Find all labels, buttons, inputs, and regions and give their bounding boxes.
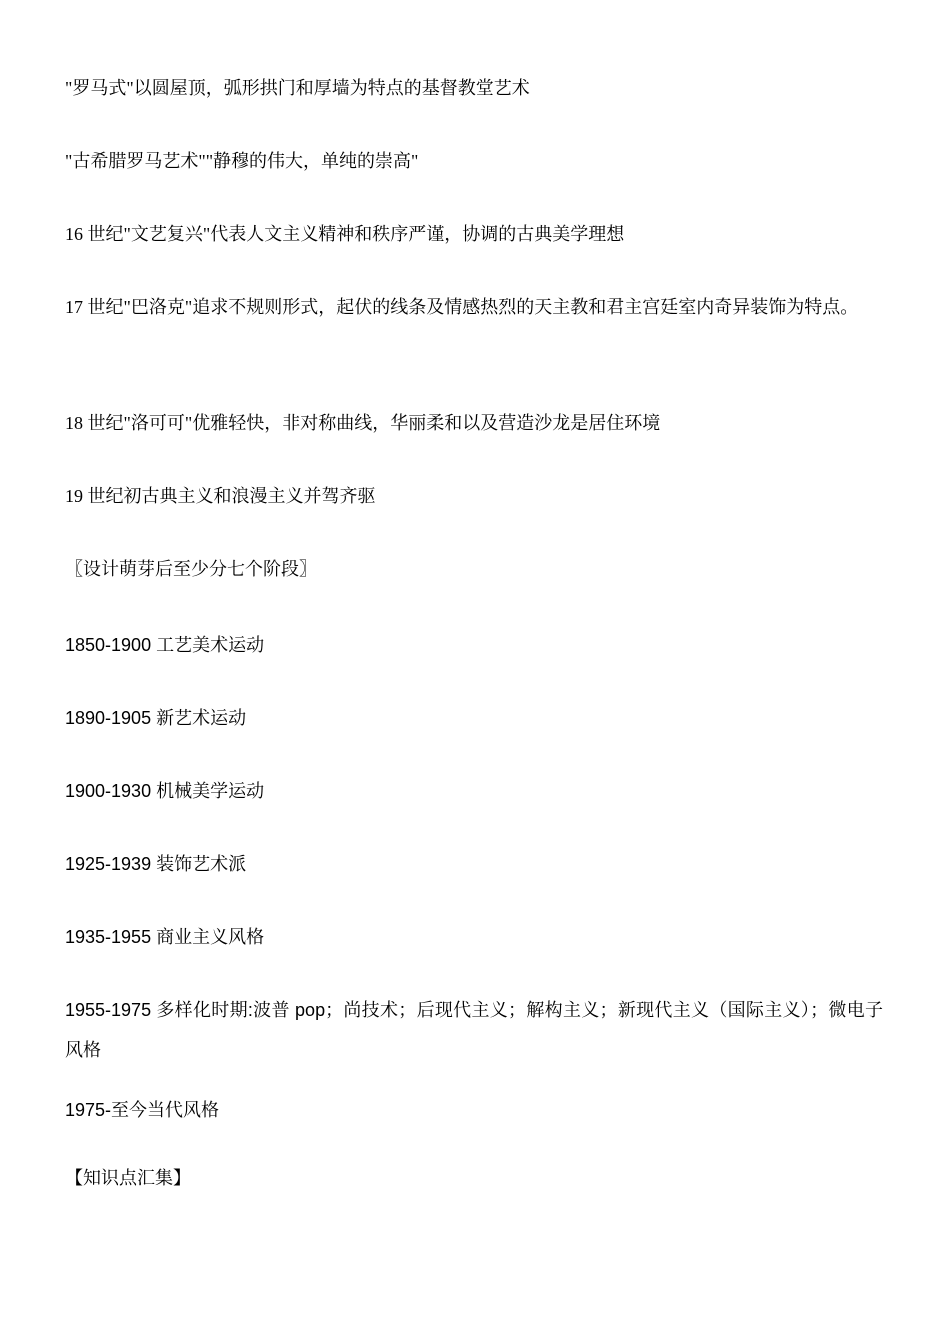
stage-art-nouveau: 1890-1905 新艺术运动 — [65, 708, 247, 728]
paragraph-greco-roman: "古希腊罗马艺术""静穆的伟大，单纯的崇高" — [65, 151, 419, 171]
paragraph-19th-century: 19 世纪初古典主义和浪漫主义并驾齐驱 — [65, 486, 376, 506]
stage-machine-aesthetic: 1900-1930 机械美学运动 — [65, 781, 265, 801]
paragraph-romanesque: "罗马式"以圆屋顶，弧形拱门和厚墙为特点的基督教堂艺术 — [65, 78, 530, 98]
section-heading-seven-stages: 〖设计萌芽后至少分七个阶段〗 — [65, 559, 317, 579]
stage-art-deco: 1925-1939 装饰艺术派 — [65, 854, 247, 874]
stage-arts-and-crafts: 1850-1900 工艺美术运动 — [65, 635, 265, 655]
paragraph-rococo: 18 世纪"洛可可"优雅轻快，非对称曲线，华丽柔和以及营造沙龙是居住环境 — [65, 413, 661, 433]
stage-contemporary: 1975-至今当代风格 — [65, 1100, 220, 1120]
section-heading-knowledge-points: 【知识点汇集】 — [65, 1168, 191, 1188]
paragraph-renaissance: 16 世纪"文艺复兴"代表人文主义精神和秩序严谨，协调的古典美学理想 — [65, 224, 625, 244]
paragraph-baroque: 17 世纪"巴洛克"追求不规则形式，起伏的线条及情感热烈的天主教和君主宫廷室内奇异装饰为特点。 — [65, 297, 859, 317]
stage-commercialism: 1935-1955 商业主义风格 — [65, 927, 265, 947]
stage-diversification: 1955-1975 多样化时期:波普 pop；尚技术；后现代主义；解构主义；新现代主义（国际主义）；微电子风格 — [65, 1000, 883, 1060]
